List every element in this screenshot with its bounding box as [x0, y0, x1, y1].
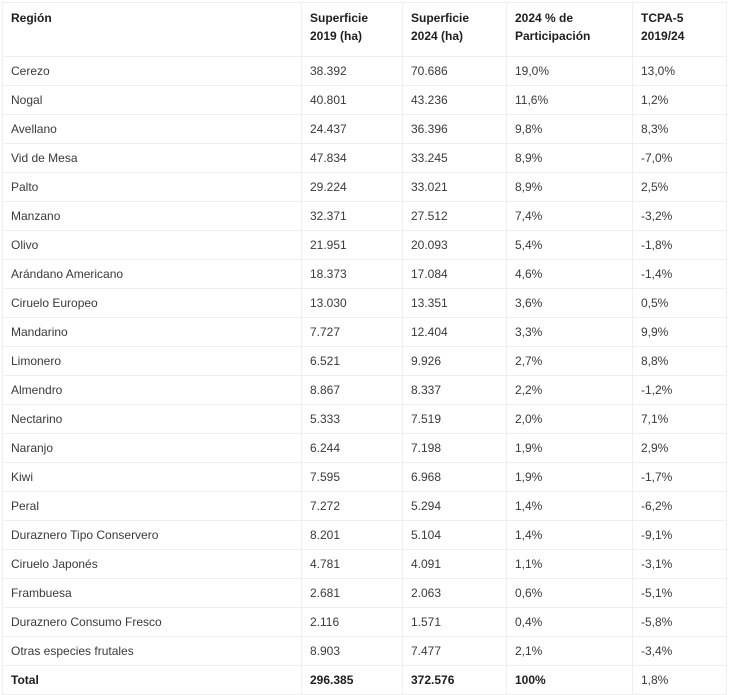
- cell-region: Frambuesa: [3, 579, 302, 608]
- cell-region: Almendro: [3, 376, 302, 405]
- cell-share-2024: 2,0%: [507, 405, 633, 434]
- cell-region: Vid de Mesa: [3, 144, 302, 173]
- cell-surface-2019: 18.373: [302, 260, 403, 289]
- cell-tcpa: -3,2%: [633, 202, 727, 231]
- cell-surface-2024: 8.337: [403, 376, 507, 405]
- cell-share-2024: 0,4%: [507, 608, 633, 637]
- cell-surface-2024: 27.512: [403, 202, 507, 231]
- cell-surface-2024: 2.063: [403, 579, 507, 608]
- cell-share-2024: 2,2%: [507, 376, 633, 405]
- table-row: [3, 57, 727, 86]
- cell-tcpa: -3,1%: [633, 550, 727, 579]
- table-row: [3, 608, 727, 637]
- cell-tcpa: -3,4%: [633, 637, 727, 666]
- table-row: [3, 579, 727, 608]
- cell-tcpa: -1,2%: [633, 376, 727, 405]
- cell-surface-2024: 36.396: [403, 115, 507, 144]
- cell-tcpa: -7,0%: [633, 144, 727, 173]
- table-row: [3, 260, 727, 289]
- cell-surface-2024: 6.968: [403, 463, 507, 492]
- cell-region: Ciruelo Japonés: [3, 550, 302, 579]
- table-row: [3, 637, 727, 666]
- cell-surface-2024: 7.519: [403, 405, 507, 434]
- cell-surface-2019: 7.727: [302, 318, 403, 347]
- cell-tcpa: -9,1%: [633, 521, 727, 550]
- cell-surface-2024: 7.477: [403, 637, 507, 666]
- cell-share-2024: 5,4%: [507, 231, 633, 260]
- cell-share-2024: 1,4%: [507, 492, 633, 521]
- cell-share-2024: 1,9%: [507, 434, 633, 463]
- cell-region: Limonero: [3, 347, 302, 376]
- cell-surface-2019: 2.116: [302, 608, 403, 637]
- cell-region: Palto: [3, 173, 302, 202]
- cell-tcpa: -1,7%: [633, 463, 727, 492]
- fruit-surface-table-container: [2, 2, 726, 695]
- header-share-2024: 2024 % de Participación: [507, 3, 633, 57]
- cell-surface-2024: 13.351: [403, 289, 507, 318]
- total-row: [3, 666, 727, 695]
- cell-region: Duraznero Consumo Fresco: [3, 608, 302, 637]
- cell-region: Peral: [3, 492, 302, 521]
- fruit-surface-table: [2, 2, 727, 695]
- cell-tcpa: -5,8%: [633, 608, 727, 637]
- cell-surface-2024: 9.926: [403, 347, 507, 376]
- cell-surface-2019: 32.371: [302, 202, 403, 231]
- cell-share-2024: 19,0%: [507, 57, 633, 86]
- cell-region: Nogal: [3, 86, 302, 115]
- cell-share-2024: 3,6%: [507, 289, 633, 318]
- cell-surface-2019: 6.521: [302, 347, 403, 376]
- cell-tcpa: 1,2%: [633, 86, 727, 115]
- cell-region: Manzano: [3, 202, 302, 231]
- cell-share-2024: 8,9%: [507, 173, 633, 202]
- cell-tcpa: -6,2%: [633, 492, 727, 521]
- cell-share-2024: 0,6%: [507, 579, 633, 608]
- table-row: [3, 144, 727, 173]
- cell-tcpa: -5,1%: [633, 579, 727, 608]
- cell-share-2024: 7,4%: [507, 202, 633, 231]
- cell-share-2024: 100%: [507, 666, 633, 695]
- cell-region: Duraznero Tipo Conservero: [3, 521, 302, 550]
- cell-surface-2019: 8.903: [302, 637, 403, 666]
- cell-tcpa: 8,8%: [633, 347, 727, 376]
- cell-surface-2024: 20.093: [403, 231, 507, 260]
- cell-surface-2019: 7.272: [302, 492, 403, 521]
- cell-share-2024: 1,1%: [507, 550, 633, 579]
- table-row: [3, 463, 727, 492]
- cell-surface-2019: 4.781: [302, 550, 403, 579]
- cell-tcpa: 0,5%: [633, 289, 727, 318]
- cell-region: Avellano: [3, 115, 302, 144]
- table-row: [3, 115, 727, 144]
- table-row: [3, 347, 727, 376]
- cell-surface-2019: 47.834: [302, 144, 403, 173]
- table-row: [3, 289, 727, 318]
- cell-surface-2019: 29.224: [302, 173, 403, 202]
- table-row: [3, 376, 727, 405]
- table-row: [3, 434, 727, 463]
- cell-tcpa: -1,8%: [633, 231, 727, 260]
- cell-share-2024: 1,4%: [507, 521, 633, 550]
- cell-surface-2019: 6.244: [302, 434, 403, 463]
- table-row: [3, 202, 727, 231]
- cell-region: Mandarino: [3, 318, 302, 347]
- cell-tcpa: 2,9%: [633, 434, 727, 463]
- table-row: [3, 86, 727, 115]
- cell-share-2024: 2,1%: [507, 637, 633, 666]
- table-body: [3, 57, 727, 695]
- table-row: [3, 521, 727, 550]
- cell-share-2024: 8,9%: [507, 144, 633, 173]
- cell-region: Ciruelo Europeo: [3, 289, 302, 318]
- cell-surface-2019: 40.801: [302, 86, 403, 115]
- cell-surface-2024: 43.236: [403, 86, 507, 115]
- cell-tcpa: 13,0%: [633, 57, 727, 86]
- cell-surface-2024: 33.021: [403, 173, 507, 202]
- cell-region: Otras especies frutales: [3, 637, 302, 666]
- cell-surface-2024: 17.084: [403, 260, 507, 289]
- cell-surface-2019: 21.951: [302, 231, 403, 260]
- cell-surface-2019: 5.333: [302, 405, 403, 434]
- cell-tcpa: 7,1%: [633, 405, 727, 434]
- header-region: Región: [3, 3, 302, 57]
- cell-region: Total: [3, 666, 302, 695]
- cell-share-2024: 11,6%: [507, 86, 633, 115]
- cell-region: Nectarino: [3, 405, 302, 434]
- cell-surface-2024: 70.686: [403, 57, 507, 86]
- table-row: [3, 318, 727, 347]
- header-surface-2019: Superficie 2019 (ha): [302, 3, 403, 57]
- cell-tcpa: 9,9%: [633, 318, 727, 347]
- cell-surface-2019: 296.385: [302, 666, 403, 695]
- cell-share-2024: 3,3%: [507, 318, 633, 347]
- cell-surface-2019: 7.595: [302, 463, 403, 492]
- cell-surface-2019: 8.867: [302, 376, 403, 405]
- cell-surface-2024: 5.104: [403, 521, 507, 550]
- cell-region: Arándano Americano: [3, 260, 302, 289]
- header-row: [3, 3, 727, 57]
- header-surface-2024: Superficie 2024 (ha): [403, 3, 507, 57]
- cell-tcpa: 2,5%: [633, 173, 727, 202]
- cell-surface-2024: 4.091: [403, 550, 507, 579]
- table-row: [3, 492, 727, 521]
- cell-surface-2019: 13.030: [302, 289, 403, 318]
- cell-tcpa: 8,3%: [633, 115, 727, 144]
- cell-region: Kiwi: [3, 463, 302, 492]
- cell-surface-2019: 24.437: [302, 115, 403, 144]
- cell-share-2024: 9,8%: [507, 115, 633, 144]
- cell-tcpa: -1,4%: [633, 260, 727, 289]
- cell-tcpa: 1,8%: [633, 666, 727, 695]
- table-row: [3, 405, 727, 434]
- cell-surface-2024: 12.404: [403, 318, 507, 347]
- table-row: [3, 231, 727, 260]
- table-row: [3, 550, 727, 579]
- cell-share-2024: 2,7%: [507, 347, 633, 376]
- cell-share-2024: 4,6%: [507, 260, 633, 289]
- cell-surface-2024: 372.576: [403, 666, 507, 695]
- cell-surface-2024: 33.245: [403, 144, 507, 173]
- cell-region: Naranjo: [3, 434, 302, 463]
- cell-surface-2019: 8.201: [302, 521, 403, 550]
- cell-surface-2024: 5.294: [403, 492, 507, 521]
- cell-surface-2019: 2.681: [302, 579, 403, 608]
- cell-share-2024: 1,9%: [507, 463, 633, 492]
- cell-surface-2024: 1.571: [403, 608, 507, 637]
- cell-region: Cerezo: [3, 57, 302, 86]
- cell-region: Olivo: [3, 231, 302, 260]
- table-row: [3, 173, 727, 202]
- header-tcpa: TCPA-5 2019/24: [633, 3, 727, 57]
- cell-surface-2024: 7.198: [403, 434, 507, 463]
- cell-surface-2019: 38.392: [302, 57, 403, 86]
